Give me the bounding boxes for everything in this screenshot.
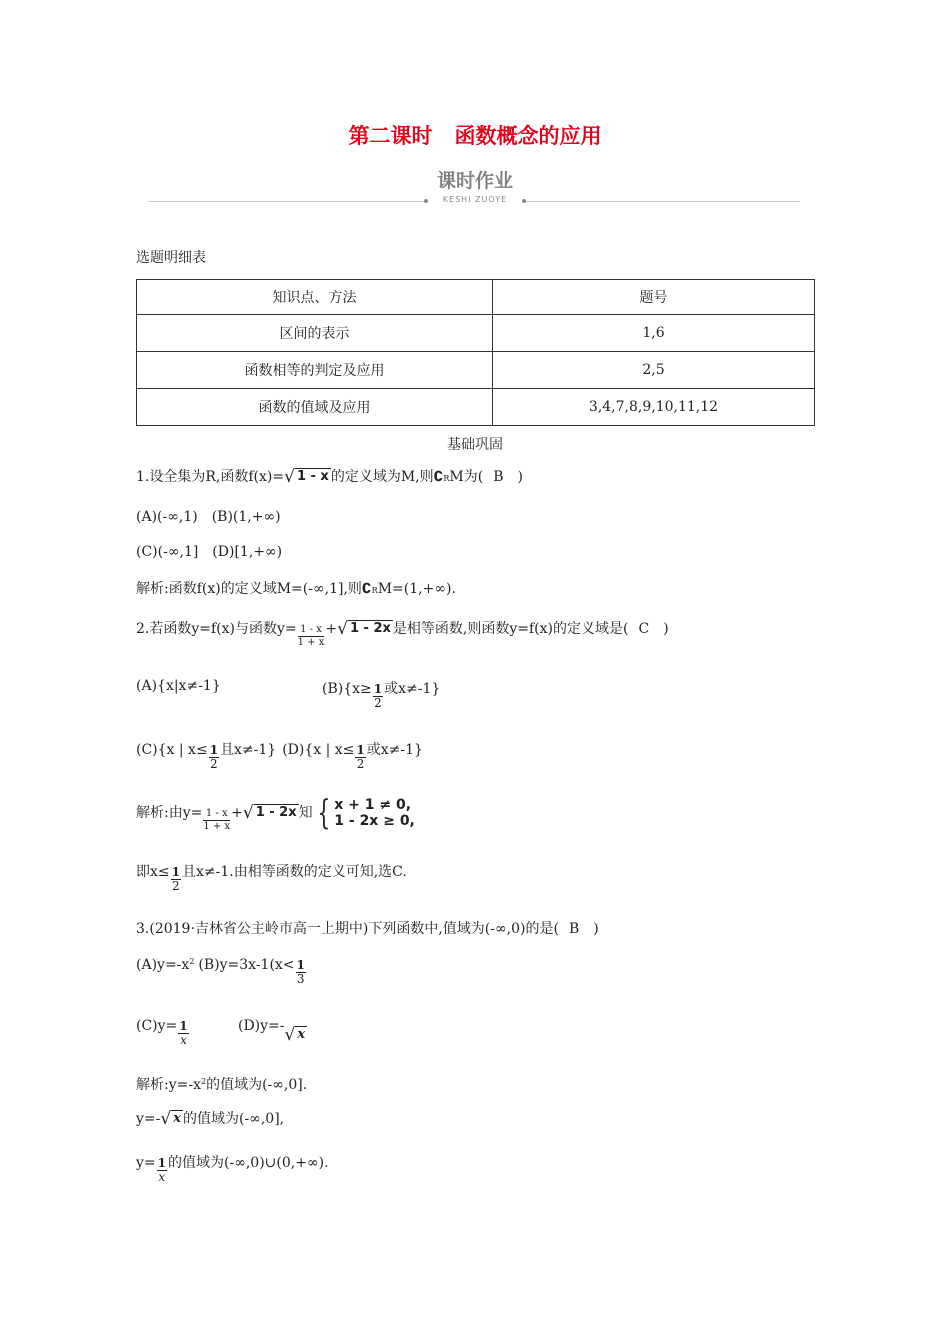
sqrt-expression: √ x (284, 1025, 306, 1045)
fraction-third: $\frac{1}{3}$ (296, 958, 305, 986)
fraction-half: $\frac{1}{2}$ (373, 682, 383, 710)
question-3-stem: 3.(2019·吉林省公主岭市高一上期中)下列函数中,值域为(-∞,0)的是( B ) (136, 921, 599, 937)
fraction-one-over-x: $\frac{1}{x}$ (157, 1156, 166, 1184)
table-cell: 区间的表示 (137, 315, 493, 352)
question-3-options-ab: $(A)y=-x^2$ (B)y=3x-1(x< $\frac{1}{3}$ (136, 957, 305, 986)
fraction: $\frac{1 - x}{1 + x}$ (203, 808, 231, 832)
table-cell: 3,4,7,8,9,10,11,12 (493, 389, 815, 426)
question-3-option-d: (D)y=-√ x (238, 1018, 306, 1045)
question-2-option-b: (B){x≥ $\frac{1}{2}$ 或x≠-1} (322, 681, 441, 710)
sqrt-expression: √ 1 - x (284, 467, 329, 487)
question-3-option-c: (C)y= $\frac{1}{x}$ (136, 1018, 188, 1047)
topic-table (136, 279, 815, 426)
table-cell: 函数的值域及应用 (137, 389, 493, 426)
title-topic: 函数概念的应用 (454, 124, 602, 148)
complement-symbol: ∁ (361, 581, 372, 597)
title-lesson: 第二课时 (348, 124, 433, 148)
fraction-one-over-x: $\frac{1}{x}$ (179, 1019, 188, 1047)
page-title (0, 120, 950, 150)
table-row (137, 352, 815, 389)
fraction-half: $\frac{1}{2}$ (171, 865, 180, 893)
inequality-system: { x + 1 ≠ 0, 1 - 2x ≥ 0, (316, 793, 415, 833)
table-cell: 2,5 (493, 352, 815, 389)
brace-icon: { (316, 793, 330, 833)
question-2-option-a: (A){x|x≠-1} (136, 678, 221, 694)
question-2-solution: 解析:由y= $\frac{1 - x}{1 + x}$ +√ 1 - 2x 知 { x + 1 ≠ 0, 1 - 2x ≥ 0, (136, 793, 415, 833)
table-header-cell: 知识点、方法 (137, 280, 493, 315)
table-row (137, 315, 815, 352)
question-3-solution-line3: y= $\frac{1}{x}$ 的值域为(-∞,0)∪(0,+∞). (136, 1155, 329, 1184)
section-title: 基础巩固 (447, 437, 503, 453)
sqrt-expression: √ x (160, 1109, 181, 1129)
answer-choice: C (638, 621, 650, 637)
question-3-solution-line1: 解析$:y=-x^2$的值域为(-∞,0]. (136, 1077, 308, 1093)
table-cell: 1,6 (493, 315, 815, 352)
fraction-half: $\frac{1}{2}$ (209, 743, 219, 771)
sqrt-expression: √ 1 - 2x (242, 803, 297, 823)
table-cell: 函数相等的判定及应用 (137, 352, 493, 389)
answer-choice: B (493, 469, 504, 485)
question-3-solution-line2: y=-√ x 的值域为(-∞,0], (136, 1109, 285, 1129)
banner-pinyin: KESHI ZUOYE (442, 195, 508, 204)
question-2-conclusion: 即x≤ $\frac{1}{2}$ 且x≠-1.由相等函数的定义可知,选C. (136, 864, 407, 893)
table-caption: 选题明细表 (136, 250, 206, 266)
fraction: $\frac{1 - x}{1 + x}$ (297, 624, 325, 648)
fraction-half: $\frac{1}{2}$ (356, 743, 365, 771)
section-banner: 课时作业 (436, 170, 513, 192)
question-1-stem: 1.设全集为R,函数f(x)=√ 1 - x 的定义域为M,则∁RM为( B ) (136, 467, 523, 487)
question-1-options-ab: (A)(-∞,1) (B)(1,+∞) (136, 509, 281, 525)
table-header-cell: 题号 (493, 280, 815, 315)
sqrt-expression: √ 1 - 2x (337, 619, 391, 639)
question-2-options-cd: (C){x | x≤ $\frac{1}{2}$ 且x≠-1} (D){x | x≤ $\frac{1}{2}$ 或x≠-1} (136, 742, 423, 771)
question-1-solution: 解析:函数f(x)的定义域M=(-∞,1],则∁RM=(1,+∞). (136, 581, 456, 597)
table-row (137, 389, 815, 426)
table-header-row (137, 280, 815, 315)
answer-choice: B (568, 921, 580, 937)
complement-symbol: ∁ (433, 469, 444, 485)
question-2-stem: 2.若函数y=f(x)与函数y= $\frac{1 - x}{1 + x}$ +√ 1 - 2x 是相等函数,则函数y=f(x)的定义域是( C ) (136, 619, 669, 648)
question-1-options-cd: (C)(-∞,1] (D)[1,+∞) (136, 544, 283, 560)
